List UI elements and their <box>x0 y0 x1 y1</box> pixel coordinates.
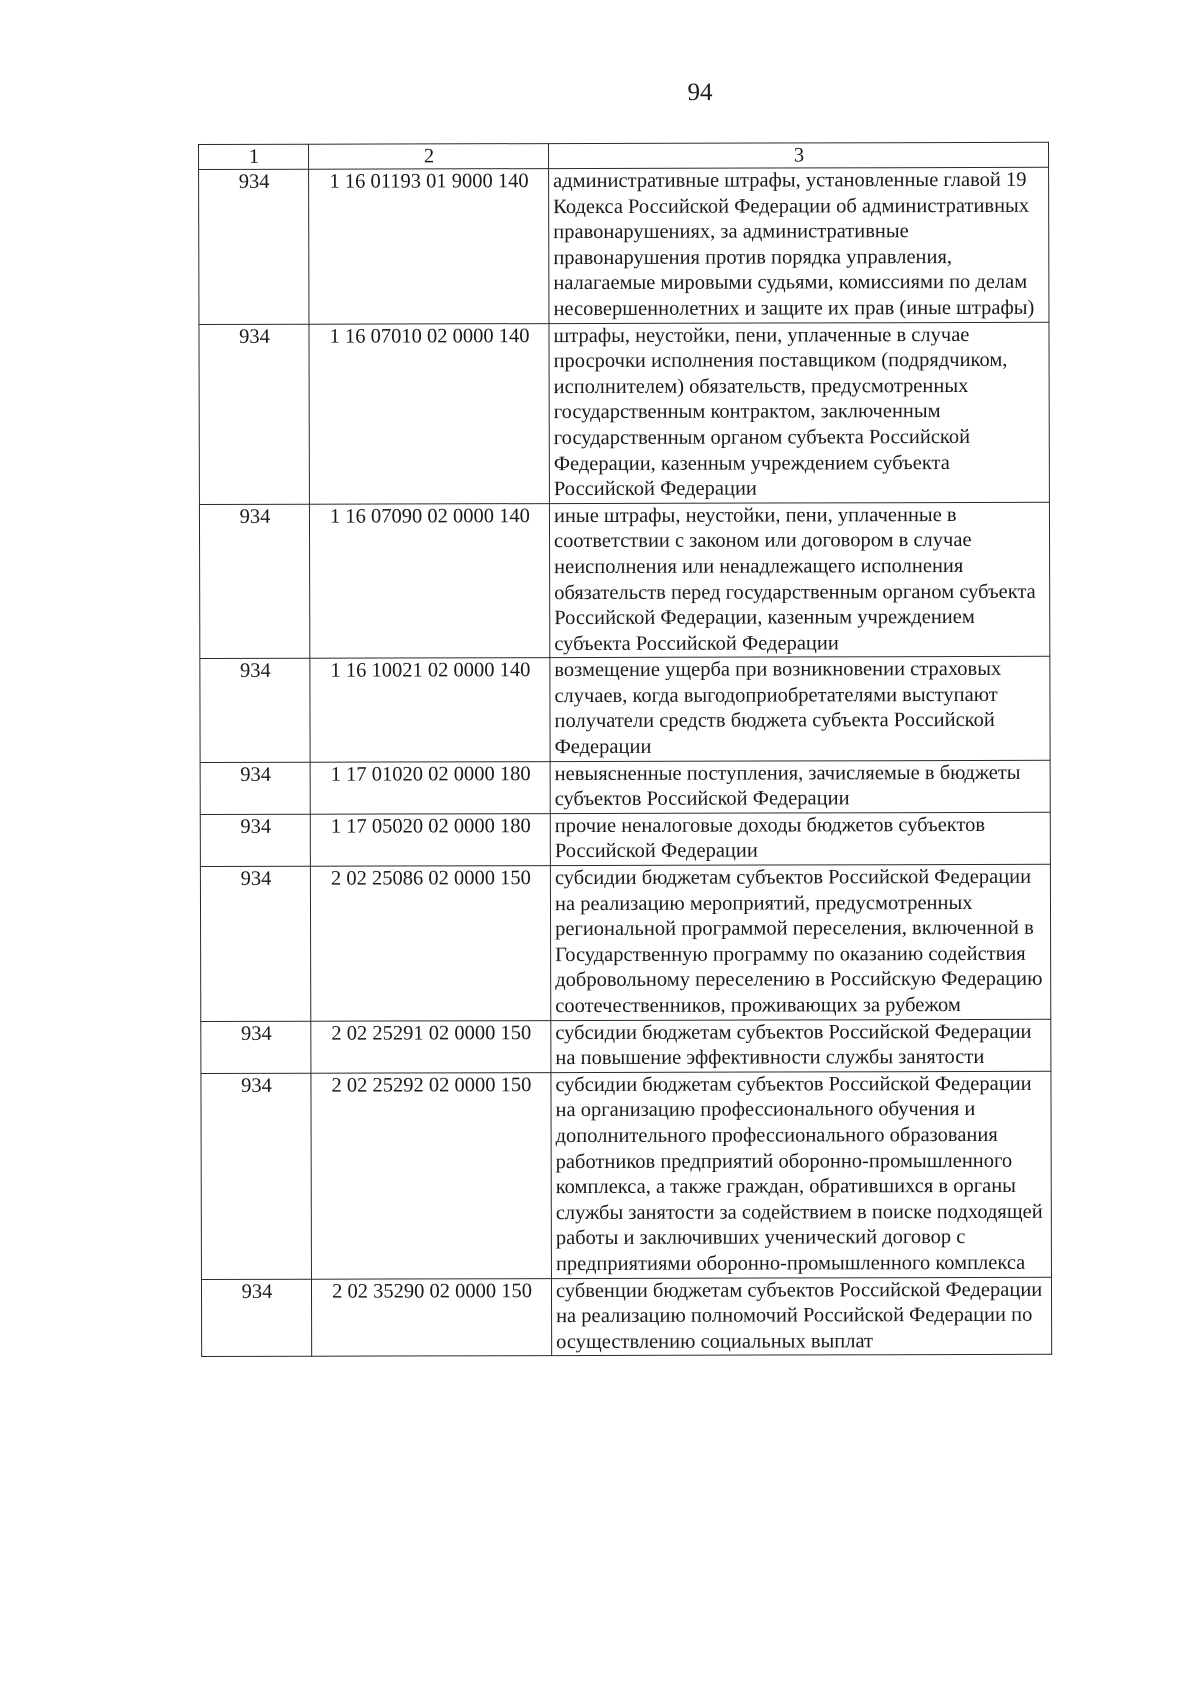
description-cell: невыясненные поступления, зачисляемые в бюджеты субъектов Российской Федерации <box>550 760 1050 813</box>
income-codes-table <box>198 142 1052 1358</box>
table-row <box>201 1277 1051 1357</box>
income-code-cell: 1 16 10021 02 0000 140 <box>310 658 550 762</box>
income-code-cell: 2 02 25086 02 0000 150 <box>310 866 550 1021</box>
column-header-1: 1 <box>199 144 309 169</box>
table-row <box>200 760 1050 814</box>
income-code-cell: 2 02 25291 02 0000 150 <box>311 1020 551 1073</box>
description-cell: субвенции бюджетам субъектов Российской Федерации на реализацию полномочий Российской Федерации по осуществлению социальных выплат <box>551 1277 1051 1356</box>
admin-code-cell: 934 <box>200 814 310 866</box>
table-row <box>200 657 1050 763</box>
page-number: 94 <box>687 79 713 106</box>
admin-code-cell: 934 <box>199 504 309 659</box>
column-header-2: 2 <box>309 144 549 170</box>
admin-code-cell: 934 <box>200 866 310 1021</box>
income-code-cell: 2 02 35290 02 0000 150 <box>311 1278 551 1356</box>
description-cell: административные штрафы, установленные главой 19 Кодекса Российской Федерации об административных правонарушениях, за административные правонарушения против порядка управления, налагаемые мировыми судьями, комиссиями по делам несовершеннолетних и защите их прав (иные штрафы) <box>549 167 1049 323</box>
table-header-row <box>199 142 1049 169</box>
description-cell: штрафы, неустойки, пени, уплаченные в случае просрочки исполнения поставщиком (подрядчиком, исполнителем) обязательств, предусмотренных государственным контрактом, заключенным государственным органом субъекта Российской Федерации, казенным учреждением субъекта Российской Федерации <box>549 322 1049 503</box>
description-cell: субсидии бюджетам субъектов Российской Федерации на организацию профессионального обучения и дополнительного профессионального образования работников предприятий оборонно-промышленного комплекса, а также граждан, обратившихся в органы службы занятости за содействием в поиске подходящей работы и заключивших ученический договор с предприятиями оборонно-промышленного комплекса <box>551 1071 1052 1278</box>
admin-code-cell: 934 <box>200 658 310 762</box>
table-row <box>201 1019 1051 1073</box>
income-code-cell: 1 16 07090 02 0000 140 <box>309 503 549 658</box>
admin-code-cell: 934 <box>201 1279 311 1357</box>
description-cell: прочие неналоговые доходы бюджетов субъектов Российской Федерации <box>550 812 1050 865</box>
admin-code-cell: 934 <box>199 169 309 324</box>
column-header-3: 3 <box>549 142 1049 168</box>
admin-code-cell: 934 <box>201 1021 311 1073</box>
income-code-cell: 1 16 07010 02 0000 140 <box>309 323 549 504</box>
description-cell: субсидии бюджетам субъектов Российской Федерации на повышение эффективности службы занятости <box>551 1019 1051 1072</box>
description-cell: субсидии бюджетам субъектов Российской Федерации на реализацию мероприятий, предусмотренных региональной программой переселения, включенной в Государственную программу по оказанию содействия добровольному переселению в Российскую Федерацию соотечественников, проживающих за рубежом <box>550 864 1050 1020</box>
table-row <box>199 502 1049 659</box>
income-code-cell: 2 02 25292 02 0000 150 <box>311 1072 552 1278</box>
table-row <box>201 1071 1052 1279</box>
table-row <box>200 812 1050 866</box>
description-cell: иные штрафы, неустойки, пени, уплаченные в соответствии с законом или договором в случае неисполнения или ненадлежащего исполнения обязательств перед государственным органом субъекта Российской Федерации, казенным учреждением субъекта Российской Федерации <box>549 502 1049 658</box>
income-code-cell: 1 17 01020 02 0000 180 <box>310 761 550 814</box>
income-code-cell: 1 17 05020 02 0000 180 <box>310 813 550 866</box>
table-row <box>200 864 1050 1021</box>
admin-code-cell: 934 <box>200 762 310 814</box>
income-code-cell: 1 16 01193 01 9000 140 <box>309 169 549 324</box>
table-row <box>199 167 1049 324</box>
admin-code-cell: 934 <box>201 1073 312 1279</box>
admin-code-cell: 934 <box>199 324 309 504</box>
table-row <box>199 322 1049 504</box>
description-cell: возмещение ущерба при возникновении страховых случаев, когда выгодоприобретателями выступают получатели средств бюджета субъекта Российской Федерации <box>550 657 1050 762</box>
